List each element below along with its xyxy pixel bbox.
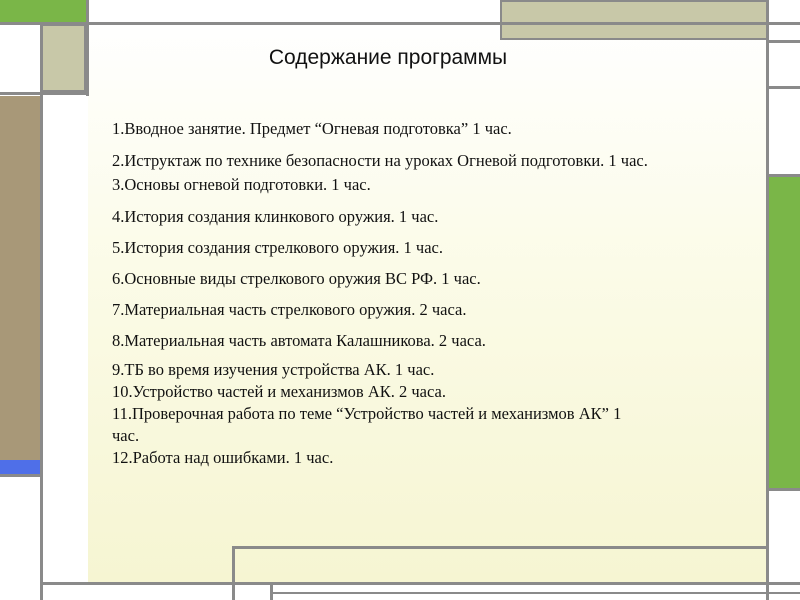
- grid-line: [768, 40, 800, 43]
- program-list: [112, 118, 672, 469]
- list-item: 9.ТБ во время изучения устройства АК. 1 час.: [112, 360, 435, 379]
- olive-block-left: [40, 24, 86, 92]
- list-item: 6.Основные виды стрелкового оружия ВС РФ. 1 час.: [112, 269, 481, 288]
- grid-line: [0, 92, 88, 95]
- olive-block-top: [500, 0, 768, 40]
- grid-line: [272, 592, 800, 594]
- grid-line: [0, 22, 800, 25]
- grid-line: [234, 546, 768, 549]
- list-item: 5.История создания стрелкового оружия. 1 час.: [112, 238, 443, 257]
- list-item: 10.Устройство частей и механизмов АК. 2 часа.: [112, 382, 446, 401]
- list-item: 11.Проверочная работа по теме “Устройство частей и механизмов АК” 1 час.: [112, 404, 622, 445]
- blue-block-left: [0, 460, 40, 474]
- list-item: 4.История создания клинкового оружия. 1 час.: [112, 207, 439, 226]
- list-item: 12.Работа над ошибками. 1 час.: [112, 448, 334, 467]
- green-block-right: [768, 176, 800, 488]
- green-block-top-left: [0, 0, 86, 22]
- list-item: 7.Материальная часть стрелкового оружия. 2 часа.: [112, 300, 467, 319]
- grid-line: [270, 582, 273, 600]
- grid-line: [40, 582, 800, 585]
- grid-line: [766, 0, 769, 600]
- grid-line: [768, 174, 800, 177]
- grid-line: [0, 474, 40, 477]
- tan-block-left: [0, 96, 40, 460]
- list-item: 3.Основы огневой подготовки. 1 час.: [112, 175, 371, 194]
- grid-line: [232, 546, 235, 600]
- list-item: 1.Вводное занятие. Предмет “Огневая подготовка” 1 час.: [112, 119, 512, 138]
- grid-line: [40, 22, 43, 600]
- grid-line: [768, 488, 800, 491]
- grid-line: [768, 86, 800, 89]
- list-item: 8.Материальная часть автомата Калашникова. 2 часа.: [112, 331, 486, 350]
- list-item: 2.Иструктаж по технике безопасности на уроках Огневой подготовки. 1 час.: [112, 151, 648, 170]
- slide-title: Содержание программы: [268, 46, 508, 69]
